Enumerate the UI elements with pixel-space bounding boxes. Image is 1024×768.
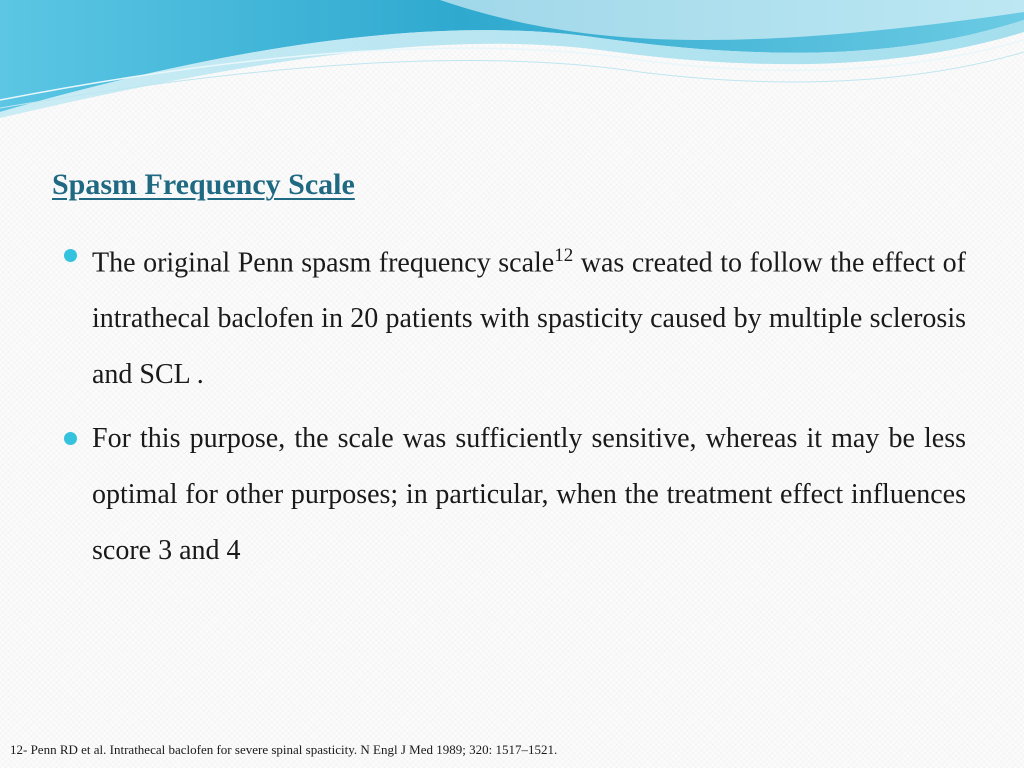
bullet-dot-icon [64, 249, 77, 262]
bullet-dot-icon [64, 432, 77, 445]
bullet-item-1 [56, 228, 966, 403]
footnote-ref: 12 [554, 245, 574, 266]
bullet-text: For this purpose, the scale was sufficiently sensitive, whereas it may be less optimal for other purposes; in particular, when the treatment effect influences score 3 and 4 [92, 423, 966, 567]
bullet-list [56, 228, 966, 587]
bullet-text-start: The original Penn spasm frequency scale [92, 247, 555, 279]
header-wave-decoration [0, 0, 1024, 130]
bullet-item-2 [56, 411, 966, 579]
bullet-text-end: was created to follow the effect of intrathecal baclofen in 20 patients with spasticity caused by multiple sclerosis and SCL . [92, 247, 967, 391]
footnote: 12- Penn RD et al. Intrathecal baclofen for severe spinal spasticity. N Engl J Med 1989; 320: 1517–1521. [10, 742, 558, 757]
slide-title: Spasm Frequency Scale [52, 168, 355, 201]
